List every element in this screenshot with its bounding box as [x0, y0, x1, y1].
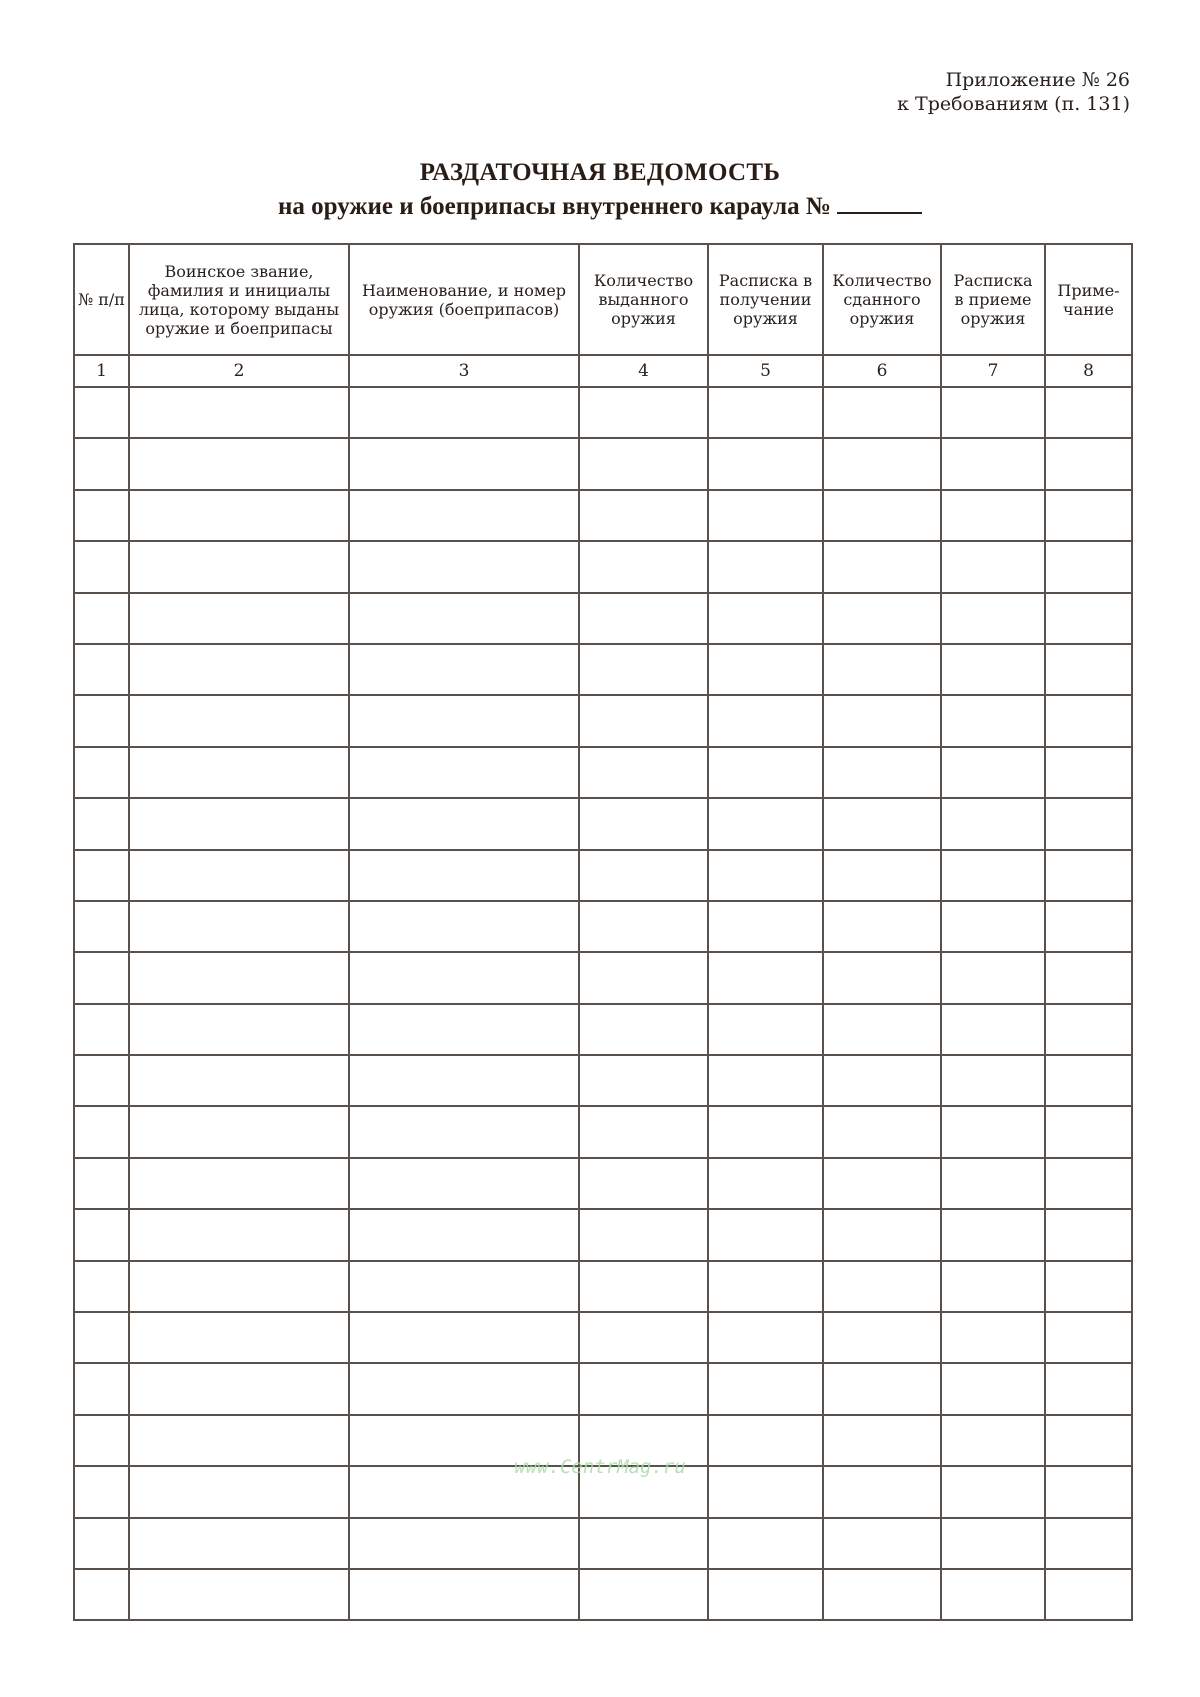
- table-cell[interactable]: [941, 1518, 1045, 1569]
- table-cell[interactable]: [349, 541, 579, 592]
- table-cell[interactable]: [129, 1312, 349, 1363]
- table-cell[interactable]: [579, 1363, 708, 1414]
- table-row: [74, 438, 1132, 489]
- table-cell[interactable]: [349, 850, 579, 901]
- table-cell[interactable]: [579, 1569, 708, 1620]
- table-row: [74, 1158, 1132, 1209]
- table-cell[interactable]: [349, 1106, 579, 1157]
- table-row: [74, 1055, 1132, 1106]
- header-receipt-signature: [708, 244, 823, 355]
- table-cell[interactable]: [941, 387, 1045, 438]
- header-label: Расписка в получении оружия: [718, 271, 813, 328]
- table-cell[interactable]: [941, 541, 1045, 592]
- table-cell[interactable]: [349, 1209, 579, 1260]
- table-row: [74, 1004, 1132, 1055]
- table-row: [74, 901, 1132, 952]
- table-row: [74, 1518, 1132, 1569]
- table-cell[interactable]: [74, 387, 129, 438]
- table-cell[interactable]: [1045, 747, 1132, 798]
- table-cell[interactable]: [74, 1004, 129, 1055]
- header-acceptance-signature: [941, 244, 1045, 355]
- table-cell[interactable]: [941, 747, 1045, 798]
- table-cell[interactable]: [74, 490, 129, 541]
- header-label: Расписка в приеме оружия: [953, 271, 1033, 328]
- header-row: [74, 244, 1132, 355]
- table-cell[interactable]: [579, 1415, 708, 1466]
- table-cell[interactable]: [349, 798, 579, 849]
- table-cell[interactable]: [129, 695, 349, 746]
- table-cell[interactable]: [579, 798, 708, 849]
- table-cell[interactable]: [74, 850, 129, 901]
- table-cell[interactable]: [1045, 1415, 1132, 1466]
- table-cell[interactable]: [823, 490, 941, 541]
- header-note: [1045, 244, 1132, 355]
- table-cell[interactable]: [823, 1106, 941, 1157]
- table-cell[interactable]: [823, 1312, 941, 1363]
- table-row: [74, 1209, 1132, 1260]
- table-cell[interactable]: [129, 541, 349, 592]
- table-row: [74, 695, 1132, 746]
- header-issued-quantity: [579, 244, 708, 355]
- table-cell[interactable]: [129, 747, 349, 798]
- table-cell[interactable]: [708, 1312, 823, 1363]
- table-cell[interactable]: [129, 850, 349, 901]
- header-label: Наименование, и номер оружия (боеприпасов): [361, 280, 567, 319]
- table-row: [74, 1261, 1132, 1312]
- table-cell[interactable]: [579, 1209, 708, 1260]
- table-cell[interactable]: [579, 1466, 708, 1517]
- table-cell[interactable]: [349, 1415, 579, 1466]
- table-cell[interactable]: [579, 1158, 708, 1209]
- table-cell[interactable]: [941, 490, 1045, 541]
- table-cell[interactable]: [74, 1261, 129, 1312]
- table-cell[interactable]: [74, 747, 129, 798]
- table-cell[interactable]: [823, 1055, 941, 1106]
- table-cell[interactable]: [708, 1466, 823, 1517]
- table-cell[interactable]: [708, 1004, 823, 1055]
- table-cell[interactable]: [941, 1209, 1045, 1260]
- table-cell[interactable]: [129, 387, 349, 438]
- table-row: [74, 644, 1132, 695]
- table-cell[interactable]: [579, 1312, 708, 1363]
- table-cell[interactable]: [129, 1415, 349, 1466]
- table-row: [74, 1363, 1132, 1414]
- table-cell[interactable]: [941, 644, 1045, 695]
- table-cell[interactable]: [708, 695, 823, 746]
- table-cell[interactable]: [129, 1261, 349, 1312]
- table-cell[interactable]: [1045, 1363, 1132, 1414]
- header-recipient: [129, 244, 349, 355]
- header-row-number: [74, 244, 129, 355]
- table-cell[interactable]: [1045, 695, 1132, 746]
- table-row: [74, 1106, 1132, 1157]
- table-cell[interactable]: [941, 1158, 1045, 1209]
- table-cell[interactable]: [74, 1312, 129, 1363]
- table-cell[interactable]: [823, 952, 941, 1003]
- table-cell[interactable]: [74, 798, 129, 849]
- table-cell[interactable]: [823, 644, 941, 695]
- table-cell[interactable]: [349, 901, 579, 952]
- table-cell[interactable]: [823, 1004, 941, 1055]
- header-label: Приме-чание: [1057, 280, 1120, 319]
- table-row: [74, 798, 1132, 849]
- table-cell[interactable]: [74, 1569, 129, 1620]
- table-cell[interactable]: [941, 798, 1045, 849]
- table-cell[interactable]: [74, 695, 129, 746]
- table-cell[interactable]: [823, 850, 941, 901]
- table-cell[interactable]: [823, 387, 941, 438]
- table-cell[interactable]: [708, 850, 823, 901]
- table-cell[interactable]: [74, 1415, 129, 1466]
- table-cell[interactable]: [74, 593, 129, 644]
- table-cell[interactable]: [823, 438, 941, 489]
- table-cell[interactable]: [708, 1209, 823, 1260]
- table-cell[interactable]: [1045, 387, 1132, 438]
- table-cell[interactable]: [74, 438, 129, 489]
- table-cell[interactable]: [129, 1055, 349, 1106]
- column-number: 8: [1045, 355, 1132, 387]
- table-cell[interactable]: [708, 593, 823, 644]
- header-returned-quantity: [823, 244, 941, 355]
- ledger-body: [74, 387, 1132, 1620]
- table-cell[interactable]: [579, 952, 708, 1003]
- table-cell[interactable]: [349, 1055, 579, 1106]
- table-cell[interactable]: [129, 438, 349, 489]
- title-main: РАЗДАТОЧНАЯ ВЕДОМОСТЬ: [419, 159, 781, 186]
- table-cell[interactable]: [74, 541, 129, 592]
- table-cell[interactable]: [823, 1261, 941, 1312]
- table-cell[interactable]: [1045, 541, 1132, 592]
- guard-number-blank[interactable]: [837, 192, 922, 214]
- table-cell[interactable]: [941, 1569, 1045, 1620]
- table-cell[interactable]: [1045, 1209, 1132, 1260]
- table-row: [74, 490, 1132, 541]
- table-cell[interactable]: [708, 438, 823, 489]
- document-title: [0, 157, 1200, 223]
- table-cell[interactable]: [1045, 1055, 1132, 1106]
- table-cell[interactable]: [579, 541, 708, 592]
- table-cell[interactable]: [1045, 1004, 1132, 1055]
- issue-ledger-table: [73, 243, 1133, 1621]
- table-cell[interactable]: [349, 952, 579, 1003]
- table-cell[interactable]: [74, 1363, 129, 1414]
- table-cell[interactable]: [823, 1158, 941, 1209]
- table-cell[interactable]: [941, 593, 1045, 644]
- table-cell[interactable]: [579, 901, 708, 952]
- table-row: [74, 1415, 1132, 1466]
- column-number: 2: [129, 355, 349, 387]
- column-number: 6: [823, 355, 941, 387]
- table-row: [74, 1312, 1132, 1363]
- table-cell[interactable]: [1045, 644, 1132, 695]
- table-cell[interactable]: [74, 1518, 129, 1569]
- table-cell[interactable]: [823, 798, 941, 849]
- table-cell[interactable]: [1045, 1158, 1132, 1209]
- table-cell[interactable]: [129, 798, 349, 849]
- header-label: № п/п: [78, 290, 125, 309]
- table-cell[interactable]: [579, 1004, 708, 1055]
- table-cell[interactable]: [708, 1363, 823, 1414]
- table-cell[interactable]: [74, 1106, 129, 1157]
- table-cell[interactable]: [349, 1466, 579, 1517]
- column-number: 1: [74, 355, 129, 387]
- table-cell[interactable]: [74, 1055, 129, 1106]
- table-cell[interactable]: [349, 1569, 579, 1620]
- table-cell[interactable]: [129, 1518, 349, 1569]
- table-cell[interactable]: [349, 747, 579, 798]
- table-cell[interactable]: [708, 387, 823, 438]
- table-row: [74, 541, 1132, 592]
- table-cell[interactable]: [941, 695, 1045, 746]
- column-number-row: [74, 355, 1132, 387]
- table-cell[interactable]: [579, 747, 708, 798]
- table-row: [74, 1569, 1132, 1620]
- table-cell[interactable]: [708, 747, 823, 798]
- table-cell[interactable]: [579, 593, 708, 644]
- table-cell[interactable]: [74, 1466, 129, 1517]
- header-label: Количество сданного оружия: [832, 271, 932, 328]
- table-cell[interactable]: [1045, 798, 1132, 849]
- table-cell[interactable]: [941, 1415, 1045, 1466]
- table-cell[interactable]: [129, 1106, 349, 1157]
- table-cell[interactable]: [129, 1209, 349, 1260]
- table-cell[interactable]: [708, 1415, 823, 1466]
- table-cell[interactable]: [129, 1004, 349, 1055]
- column-number: 4: [579, 355, 708, 387]
- table-cell[interactable]: [823, 1209, 941, 1260]
- watermark: www.CentrMag.ru: [514, 1456, 686, 1478]
- table-cell[interactable]: [74, 952, 129, 1003]
- table-cell[interactable]: [349, 1312, 579, 1363]
- table-cell[interactable]: [349, 1004, 579, 1055]
- table-cell[interactable]: [1045, 490, 1132, 541]
- table-row: [74, 593, 1132, 644]
- table-cell[interactable]: [1045, 1518, 1132, 1569]
- table-row: [74, 1466, 1132, 1517]
- title-subtitle: [0, 191, 1200, 223]
- table-cell[interactable]: [708, 1569, 823, 1620]
- table-cell[interactable]: [823, 747, 941, 798]
- table-cell[interactable]: [941, 438, 1045, 489]
- table-cell[interactable]: [129, 901, 349, 952]
- table-cell[interactable]: [129, 490, 349, 541]
- table-cell[interactable]: [129, 1158, 349, 1209]
- table-cell[interactable]: [129, 1363, 349, 1414]
- table-cell[interactable]: [823, 695, 941, 746]
- appendix-number: Приложение № 26: [945, 69, 1130, 91]
- table-cell[interactable]: [129, 593, 349, 644]
- header-label: Количество выданного оружия: [593, 271, 694, 328]
- table-cell[interactable]: [1045, 1312, 1132, 1363]
- table-cell[interactable]: [579, 1055, 708, 1106]
- table-cell[interactable]: [708, 490, 823, 541]
- table-cell[interactable]: [1045, 593, 1132, 644]
- table-cell[interactable]: [708, 798, 823, 849]
- table-cell[interactable]: [941, 850, 1045, 901]
- table-cell[interactable]: [349, 387, 579, 438]
- table-cell[interactable]: [129, 1569, 349, 1620]
- table-cell[interactable]: [941, 901, 1045, 952]
- table-cell[interactable]: [708, 952, 823, 1003]
- table-cell[interactable]: [349, 1158, 579, 1209]
- table-cell[interactable]: [579, 1518, 708, 1569]
- table-cell[interactable]: [129, 952, 349, 1003]
- table-cell[interactable]: [708, 541, 823, 592]
- table-cell[interactable]: [823, 593, 941, 644]
- table-cell[interactable]: [74, 901, 129, 952]
- table-cell[interactable]: [74, 1158, 129, 1209]
- table-cell[interactable]: [708, 901, 823, 952]
- table-cell[interactable]: [349, 593, 579, 644]
- table-cell[interactable]: [941, 1261, 1045, 1312]
- table-cell[interactable]: [1045, 1466, 1132, 1517]
- table-cell[interactable]: [823, 1466, 941, 1517]
- table-cell[interactable]: [579, 387, 708, 438]
- table-cell[interactable]: [708, 1261, 823, 1312]
- table-cell[interactable]: [823, 541, 941, 592]
- table-cell[interactable]: [579, 438, 708, 489]
- table-cell[interactable]: [1045, 1261, 1132, 1312]
- table-cell[interactable]: [823, 1363, 941, 1414]
- header-weapon-name-number: [349, 244, 579, 355]
- appendix-reference: [897, 68, 1130, 116]
- table-cell[interactable]: [349, 695, 579, 746]
- table-cell[interactable]: [941, 1363, 1045, 1414]
- table-cell[interactable]: [708, 1518, 823, 1569]
- table-cell[interactable]: [579, 1261, 708, 1312]
- table-cell[interactable]: [941, 1004, 1045, 1055]
- table-cell[interactable]: [579, 850, 708, 901]
- table-cell[interactable]: [74, 1209, 129, 1260]
- table-cell[interactable]: [349, 1363, 579, 1414]
- table-cell[interactable]: [349, 1261, 579, 1312]
- table-cell[interactable]: [579, 644, 708, 695]
- table-cell[interactable]: [941, 1106, 1045, 1157]
- table-row: [74, 850, 1132, 901]
- table-cell[interactable]: [129, 644, 349, 695]
- title-subtitle-text: на оружие и боеприпасы внутреннего караула №: [278, 193, 831, 220]
- header-label: Воинское звание, фамилия и инициалы лица, которому выданы оружие и боеприпасы: [138, 261, 340, 338]
- table-cell[interactable]: [579, 695, 708, 746]
- table-cell[interactable]: [1045, 952, 1132, 1003]
- table-cell[interactable]: [1045, 1106, 1132, 1157]
- table-cell[interactable]: [708, 1158, 823, 1209]
- table-cell[interactable]: [1045, 438, 1132, 489]
- table-cell[interactable]: [708, 1106, 823, 1157]
- table-cell[interactable]: [941, 1055, 1045, 1106]
- column-number: 5: [708, 355, 823, 387]
- table-cell[interactable]: [74, 644, 129, 695]
- table-cell[interactable]: [579, 490, 708, 541]
- table-cell[interactable]: [941, 1312, 1045, 1363]
- column-number: 7: [941, 355, 1045, 387]
- table-cell[interactable]: [708, 1055, 823, 1106]
- table-cell[interactable]: [349, 644, 579, 695]
- table-cell[interactable]: [1045, 901, 1132, 952]
- appendix-requirements-ref: к Требованиям (п. 131): [897, 93, 1130, 115]
- table-cell[interactable]: [129, 1466, 349, 1517]
- table-cell[interactable]: [1045, 850, 1132, 901]
- table-cell[interactable]: [823, 1518, 941, 1569]
- table-cell[interactable]: [1045, 1569, 1132, 1620]
- table-row: [74, 747, 1132, 798]
- table-cell[interactable]: [941, 1466, 1045, 1517]
- table-cell[interactable]: [823, 901, 941, 952]
- table-cell[interactable]: [823, 1569, 941, 1620]
- table-cell[interactable]: [349, 438, 579, 489]
- table-cell[interactable]: [708, 644, 823, 695]
- table-row: [74, 952, 1132, 1003]
- table-cell[interactable]: [579, 1106, 708, 1157]
- table-cell[interactable]: [823, 1415, 941, 1466]
- table-cell[interactable]: [349, 490, 579, 541]
- table-cell[interactable]: [349, 1518, 579, 1569]
- column-number: 3: [349, 355, 579, 387]
- table-row: [74, 387, 1132, 438]
- table-cell[interactable]: [941, 952, 1045, 1003]
